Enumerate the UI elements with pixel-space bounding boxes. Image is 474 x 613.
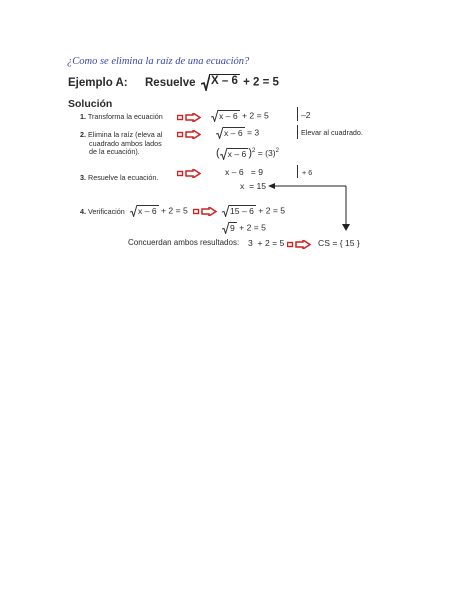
example-verb: Resuelve (145, 77, 196, 89)
radicand: x – 6 (224, 128, 243, 138)
radicand: 9 (230, 223, 235, 233)
step-description: Resuelve la ecuación. (88, 173, 159, 182)
radical-sign-icon (222, 222, 237, 234)
step-1-note: –2 (301, 110, 311, 120)
equation-rest: + 2 = 5 (239, 222, 266, 233)
step-1-text (80, 113, 163, 122)
equation-rest: + 2 = 5 (161, 205, 188, 216)
down-arrow-icon (341, 219, 351, 231)
radical-sign-icon (216, 127, 245, 139)
equation-rest: + 2 = 5 (242, 110, 269, 121)
radical-sign-icon (222, 205, 256, 217)
step-2-equation (216, 127, 259, 139)
step-3-note: + 6 (302, 168, 313, 177)
radicand: 15 – 6 (230, 206, 254, 216)
equation-rest: = 3 (247, 127, 260, 138)
conclusion-text: Concuerdan ambos resultados: (128, 238, 240, 247)
step-4-substituted-equation (222, 222, 266, 234)
operation-divider (297, 125, 298, 139)
step-number: 4. (80, 207, 86, 216)
radicand: x – 6 (219, 111, 238, 121)
conclusion-equation: 3 + 2 = 5 (248, 238, 285, 248)
right-arrow-icon (177, 169, 201, 178)
operation-divider (297, 165, 298, 178)
step-description: Elimina la raíz (eleva al (88, 130, 163, 139)
step-2-squared-equation: ( x – 6 )$^2 = (3)^2$ (216, 147, 279, 159)
equation-rest: = (3) (257, 148, 276, 158)
step-4-check-equation (222, 205, 285, 217)
step-number: 3. (80, 173, 86, 182)
right-arrow-icon (193, 207, 217, 216)
radical-sign-icon (211, 110, 240, 122)
radical-sign-icon (220, 148, 249, 160)
step-2-note: Elevar al cuadrado. (301, 128, 363, 137)
step-1-equation (211, 110, 269, 122)
example-radicand: X – 6 (210, 74, 240, 91)
equation-rest: + 2 = 5 (258, 205, 286, 216)
example-rest: + 2 = 5 (243, 76, 279, 89)
radicand: x – 6 (227, 148, 247, 159)
example-equation (201, 74, 279, 91)
page-title: ¿Como se elimina la raíz de una ecuación? (67, 56, 250, 67)
radical-sign-icon (201, 74, 240, 91)
step-4-text (80, 208, 125, 217)
step-4-equation (130, 205, 188, 217)
step-2-text (80, 131, 162, 157)
radical-sign-icon (130, 205, 159, 217)
right-arrow-icon (177, 113, 201, 122)
example-label: Ejemplo A: (68, 77, 128, 89)
step-description: cuadrado ambos lados (89, 138, 162, 148)
step-number: 1. (80, 112, 86, 121)
step-3-text (80, 174, 158, 183)
right-arrow-icon (177, 130, 201, 139)
step-3-result: x = 15 (240, 181, 267, 191)
step-3-equation: x – 6 = 9 (225, 167, 263, 177)
step-description: Verificación (88, 207, 125, 216)
solution-heading: Solución (68, 98, 113, 110)
solution-set: CS = { 15 } (318, 238, 360, 248)
operation-divider (297, 107, 298, 121)
right-arrow-icon (287, 240, 311, 249)
step-description: de la ecuación). (89, 147, 140, 157)
radicand: x – 6 (138, 206, 157, 216)
step-number: 2. (80, 130, 86, 139)
step-description: Transforma la ecuación (87, 112, 163, 121)
